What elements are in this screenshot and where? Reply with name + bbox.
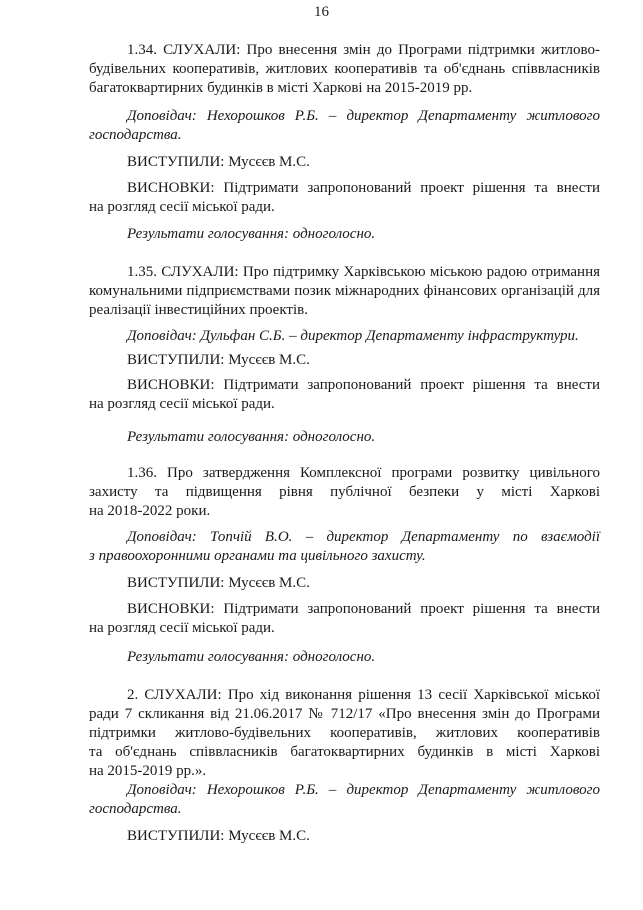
heard-paragraph-1-35 <box>89 263 600 320</box>
text-line: комунальними підприємствами позик міжнародних фінансових організацій для <box>89 283 600 299</box>
text-line: з правоохоронними органами та цивільного захисту. <box>89 548 426 564</box>
text-line: 1.34. СЛУХАЛИ: Про внесення змін до Програми підтримки житлово- <box>127 42 600 58</box>
speaker-paragraph-2 <box>89 781 600 819</box>
vote-result-1-35: Результати голосування: одноголосно. <box>127 429 376 445</box>
text-line: ВИСНОВКИ: Підтримати запропонований проект рішення та внести <box>127 601 600 617</box>
page-number: 16 <box>314 4 329 20</box>
text-line: на розгляд сесії міської ради. <box>89 199 275 215</box>
text-line: Доповідач: Нехорошков Р.Б. – директор Департаменту житлового <box>127 108 600 124</box>
text-line: господарства. <box>89 801 182 817</box>
heard-paragraph-1-36 <box>89 464 600 521</box>
heard-paragraph-2 <box>89 686 600 781</box>
text-line: Доповідач: Нехорошков Р.Б. – директор Департаменту житлового <box>127 782 600 798</box>
text-line: на 2015-2019 рр.». <box>89 763 207 779</box>
text-line: реалізації інвестиційних проектів. <box>89 302 308 318</box>
spoke-paragraph-1-35: ВИСТУПИЛИ: Мусєєв М.С. <box>127 352 310 368</box>
text-line: будівельних кооперативів, житлових кооперативів та об'єднань співвласників <box>89 61 600 77</box>
speaker-paragraph-1-34 <box>89 107 600 145</box>
vote-result-1-36: Результати голосування: одноголосно. <box>127 649 376 665</box>
text-line: багатоквартирних будинків в місті Харкові на 2015-2019 рр. <box>89 80 473 96</box>
text-line: ради 7 скликання від 21.06.2017 № 712/17 «Про внесення змін до Програми <box>89 706 600 722</box>
speaker-paragraph-1-36 <box>89 528 600 566</box>
vote-result-1-34: Результати голосування: одноголосно. <box>127 226 376 242</box>
spoke-paragraph-2: ВИСТУПИЛИ: Мусєєв М.С. <box>127 828 310 844</box>
text-line: 2. СЛУХАЛИ: Про хід виконання рішення 13 сесії Харківської міської <box>127 687 600 703</box>
text-line: підтримки житлово-будівельних кооперативів, житлових кооперативів <box>89 725 600 741</box>
text-line: 1.36. Про затвердження Комплексної програми розвитку цивільного <box>127 465 600 481</box>
text-line: на 2018-2022 роки. <box>89 503 211 519</box>
heard-paragraph-1-34 <box>89 41 600 98</box>
spoke-paragraph-1-34: ВИСТУПИЛИ: Мусєєв М.С. <box>127 154 310 170</box>
text-line: Доповідач: Топчій В.О. – директор Департаменту по взаємодії <box>127 529 600 545</box>
text-line: господарства. <box>89 127 182 143</box>
spoke-paragraph-1-36: ВИСТУПИЛИ: Мусєєв М.С. <box>127 575 310 591</box>
speaker-paragraph-1-35 <box>89 327 600 346</box>
text-line: Доповідач: Дульфан С.Б. – директор Департаменту інфраструктури. <box>127 328 579 344</box>
text-line: ВИСНОВКИ: Підтримати запропонований проект рішення та внести <box>127 180 600 196</box>
conclusions-paragraph-1-36 <box>89 600 600 638</box>
text-line: захисту та підвищення рівня публічної безпеки у місті Харкові <box>89 484 600 500</box>
text-line: 1.35. СЛУХАЛИ: Про підтримку Харківською міською радою отримання <box>127 264 600 280</box>
conclusions-paragraph-1-34 <box>89 179 600 217</box>
text-line: та об'єднань співвласників багатоквартирних будинків в місті Харкові <box>89 744 600 760</box>
conclusions-paragraph-1-35 <box>89 376 600 414</box>
text-line: на розгляд сесії міської ради. <box>89 620 275 636</box>
text-line: на розгляд сесії міської ради. <box>89 396 275 412</box>
text-line: ВИСНОВКИ: Підтримати запропонований проект рішення та внести <box>127 377 600 393</box>
